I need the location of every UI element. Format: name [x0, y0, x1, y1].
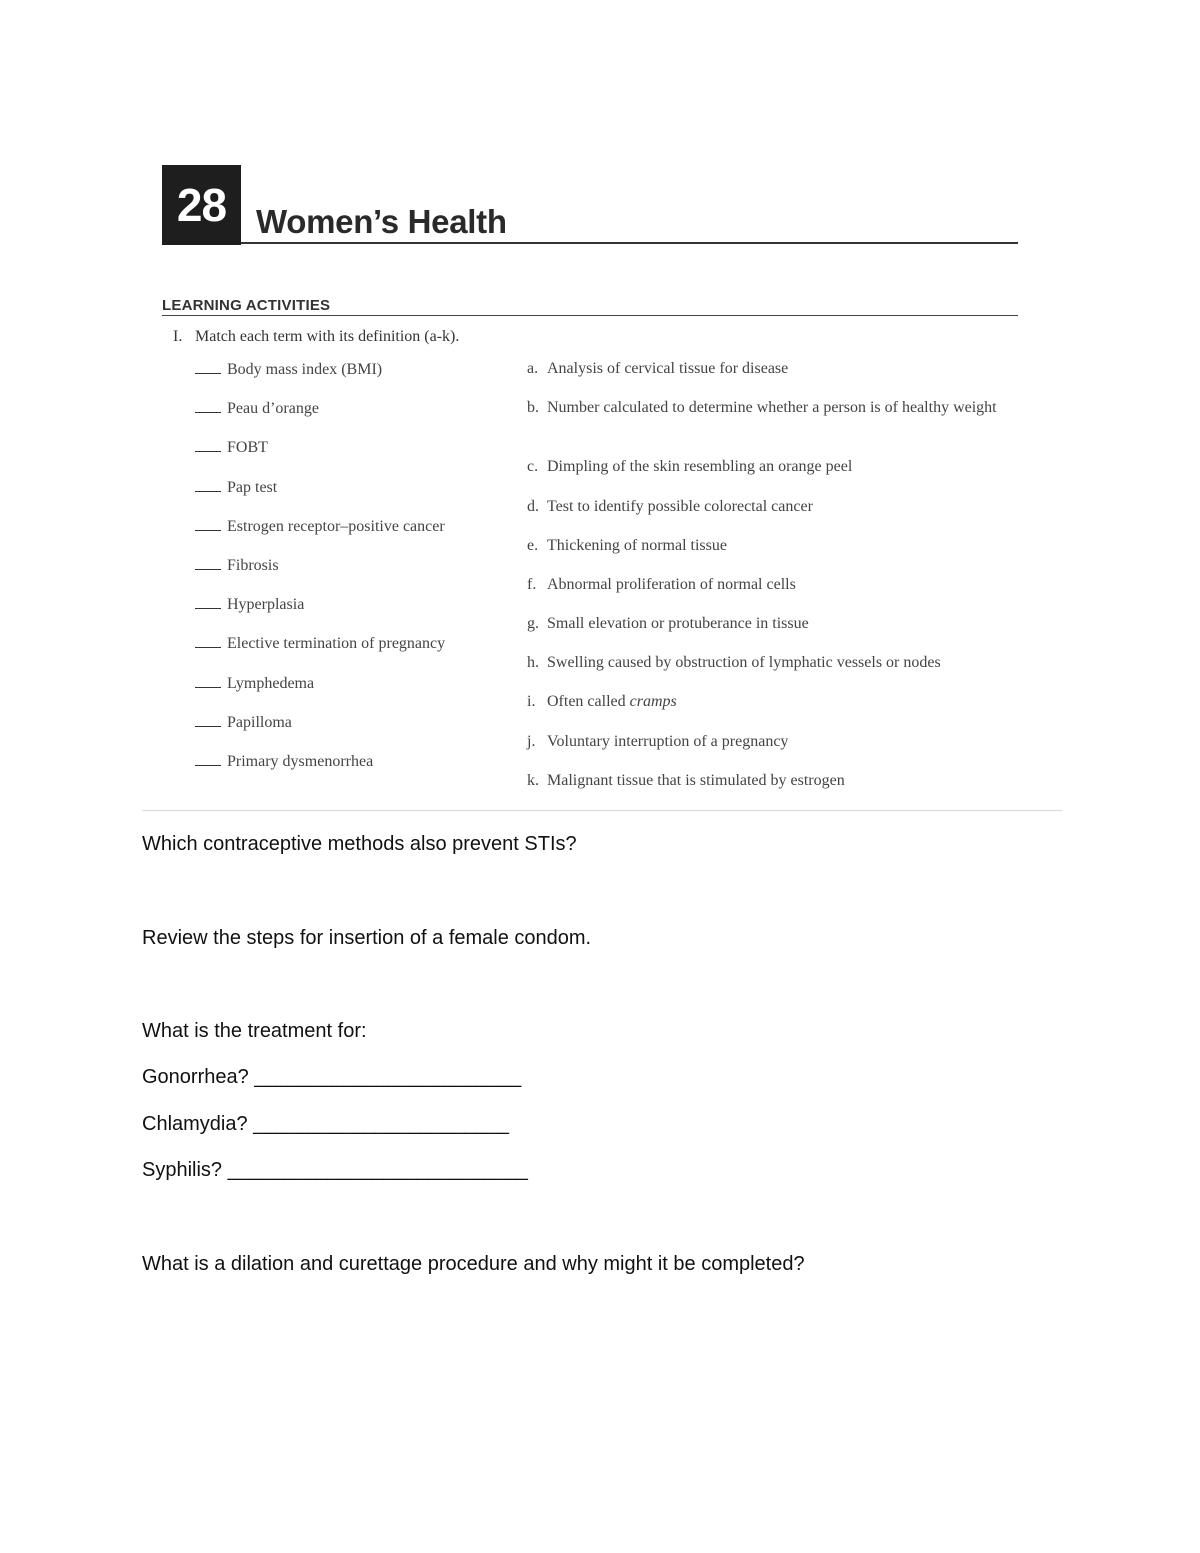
- definition-letter: j.: [527, 733, 536, 750]
- image-divider: [142, 810, 1062, 811]
- term-label: Body mass index (BMI): [227, 361, 383, 378]
- definition-item: [527, 692, 1019, 712]
- definition-item: [527, 653, 1019, 673]
- term-label: Peau d’orange: [227, 400, 319, 417]
- definition-letter: e.: [527, 537, 539, 554]
- term-label: Pap test: [227, 479, 278, 496]
- term-label: Primary dysmenorrhea: [227, 753, 374, 770]
- definition-letter: c.: [527, 458, 539, 475]
- instruction: [173, 328, 459, 346]
- term-label: Lymphedema: [227, 675, 315, 692]
- answer-blank[interactable]: [195, 633, 221, 648]
- term-item: [195, 751, 373, 771]
- definition-letter: g.: [527, 615, 539, 632]
- definition-item: [527, 771, 1019, 791]
- term-item: [195, 712, 292, 732]
- definition-item: [527, 575, 1019, 595]
- question-dilation-curettage: What is a dilation and curettage procedure and why might it be completed?: [142, 1253, 805, 1275]
- definition-text: Test to identify possible colorectal cancer: [547, 498, 813, 515]
- chapter-header: [162, 165, 1018, 245]
- answer-blank[interactable]: [195, 359, 221, 374]
- definition-letter: k.: [527, 772, 539, 789]
- question-treatment-heading: What is the treatment for:: [142, 1020, 367, 1042]
- term-label: Estrogen receptor–positive cancer: [227, 518, 445, 535]
- definition-text: Thickening of normal tissue: [547, 537, 727, 554]
- term-item: [195, 516, 445, 536]
- section-rule: [162, 315, 1018, 316]
- section-heading: [162, 297, 1018, 314]
- definition-text: Swelling caused by obstruction of lymphatic vessels or nodes: [547, 654, 941, 671]
- answer-line-gonorrhea[interactable]: Gonorrhea? ________________________: [142, 1066, 522, 1088]
- definition-letter: i.: [527, 693, 536, 710]
- term-item: [195, 477, 277, 497]
- definition-letter: h.: [527, 654, 539, 671]
- answer-blank[interactable]: [195, 712, 221, 727]
- answer-blank[interactable]: [195, 555, 221, 570]
- term-item: [195, 555, 279, 575]
- answer-blank[interactable]: [195, 516, 221, 531]
- answer-line-syphilis[interactable]: Syphilis? ___________________________: [142, 1159, 528, 1181]
- definition-text: Analysis of cervical tissue for disease: [547, 360, 789, 377]
- definition-text: Malignant tissue that is stimulated by estrogen: [547, 772, 845, 789]
- definition-text: Voluntary interruption of a pregnancy: [547, 733, 789, 750]
- definition-item: [527, 732, 1019, 752]
- question-contraceptive-sti: Which contraceptive methods also prevent STIs?: [142, 833, 577, 855]
- term-label: Hyperplasia: [227, 596, 305, 613]
- term-label: Elective termination of pregnancy: [227, 635, 446, 652]
- answer-blank[interactable]: [195, 437, 221, 452]
- term-item: [195, 398, 319, 418]
- term-item: [195, 359, 382, 379]
- answer-blank[interactable]: [195, 594, 221, 609]
- definition-letter: b.: [527, 399, 539, 416]
- definition-item: [527, 398, 1019, 418]
- definition-item: [527, 536, 1019, 556]
- chapter-title: Women’s Health: [256, 203, 507, 240]
- definition-emphasis: cramps: [629, 693, 677, 710]
- definition-item: [527, 497, 1019, 517]
- definition-letter: f.: [527, 576, 537, 593]
- chapter-number: 28: [162, 165, 241, 245]
- answer-blank[interactable]: [195, 398, 221, 413]
- section-heading-text: LEARNING ACTIVITIES: [162, 297, 331, 314]
- question-female-condom: Review the steps for insertion of a female condom.: [142, 927, 592, 949]
- definition-letter: d.: [527, 498, 539, 515]
- definition-item: [527, 614, 1019, 634]
- definition-text: Small elevation or protuberance in tissue: [547, 615, 809, 632]
- answer-blank[interactable]: [195, 751, 221, 766]
- definition-text: [547, 692, 1019, 712]
- term-item: [195, 633, 445, 653]
- definition-text: Dimpling of the skin resembling an orange peel: [547, 458, 853, 475]
- answer-blank[interactable]: [195, 673, 221, 688]
- instruction-number: I.: [173, 328, 183, 345]
- definition-text: Number calculated to determine whether a person is of healthy weight: [547, 399, 997, 416]
- instruction-text: Match each term with its definition (a-k).: [195, 328, 460, 345]
- definition-item: [527, 457, 1019, 477]
- term-item: [195, 594, 304, 614]
- term-label: Fibrosis: [227, 557, 279, 574]
- definition-item: [527, 359, 1019, 379]
- definition-text: Abnormal proliferation of normal cells: [547, 576, 796, 593]
- term-label: Papilloma: [227, 714, 292, 731]
- answer-line-chlamydia[interactable]: Chlamydia? _______________________: [142, 1113, 509, 1135]
- definition-letter: a.: [527, 360, 539, 377]
- term-item: [195, 437, 268, 457]
- definition-text-main: Often called: [547, 693, 630, 710]
- term-label: FOBT: [227, 439, 268, 456]
- answer-blank[interactable]: [195, 477, 221, 492]
- term-item: [195, 673, 314, 693]
- chapter-rule: [241, 242, 1018, 244]
